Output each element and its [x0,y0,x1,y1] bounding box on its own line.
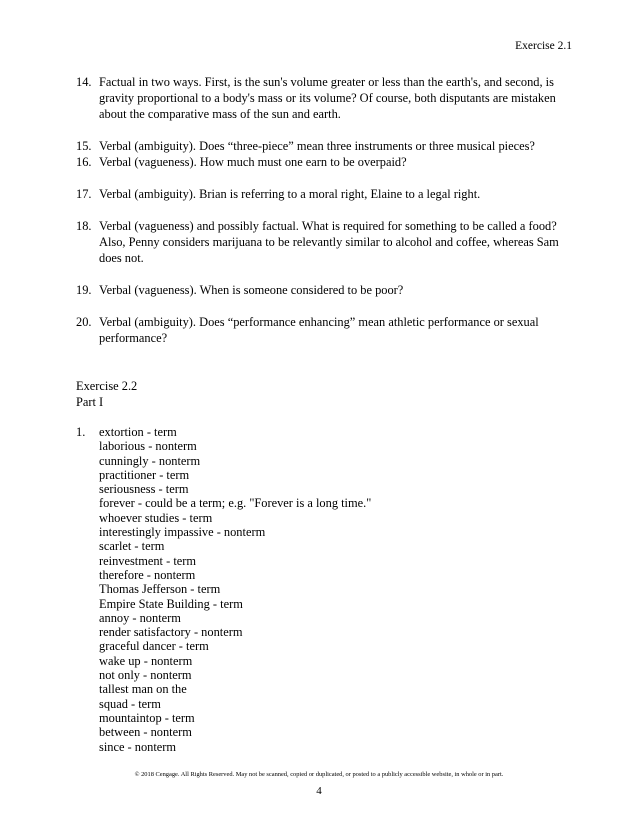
answer-number: 17. [76,187,92,201]
part-heading: Part I [76,395,104,409]
term-list-item: practitioner - term [99,467,190,482]
answer-number: 16. [76,155,92,169]
list-number: 1. [76,425,86,439]
answer-number: 15. [76,139,92,153]
term-list-item: between - nonterm [99,725,192,740]
answer-number: 20. [76,315,92,329]
answer-text: Verbal (ambiguity). Brian is referring to a moral right, Elaine to a legal right. [99,187,481,201]
answer-item-19 [76,282,576,298]
term-list-item: tallest man on the [99,682,187,697]
term-list-item: interestingly impassive - nonterm [99,525,266,540]
term-list-item: render satisfactory - nonterm [99,625,243,640]
answer-text: Factual in two ways. First, is the sun's volume greater or less than the earth's, and second, is gravity proportional to a body's mass or its volume? Of course, both disputants are mistaken about the comparative mass of the sun and earth. [99,75,556,121]
answer-number: 19. [76,283,92,297]
term-list-item: laborious - nonterm [99,439,197,454]
term-list-item: mountaintop - term [99,710,195,725]
answer-text: Verbal (ambiguity). Does “three-piece” mean three instruments or three musical pieces? [99,139,535,153]
term-list-item: not only - nonterm [99,668,192,683]
term-list-item: Empire State Building - term [99,596,243,611]
answer-item-20 [76,314,576,346]
answer-number: 14. [76,75,92,89]
page-header-exercise-label: Exercise 2.1 [515,40,572,52]
term-list [99,425,371,754]
term-list-item: graceful dancer - term [99,639,209,654]
term-list-item: annoy - nonterm [99,610,181,625]
answer-number: 18. [76,219,92,233]
answer-item-16 [76,154,576,170]
section-heading: Exercise 2.2 [76,379,138,393]
term-list-item: therefore - nonterm [99,567,196,582]
page-number: 4 [316,785,322,797]
term-list-block [76,425,576,754]
term-list-item: whoever studies - term [99,510,213,525]
term-list-item: scarlet - term [99,539,165,554]
term-list-item: cunningly - nonterm [99,453,201,468]
answer-text: Verbal (vagueness) and possibly factual. What is required for something to be called a food? Also, Penny considers marijuana to be relevantly similar to alcohol and coffee, whereas Sam does not. [99,219,559,265]
term-list-item: Thomas Jefferson - term [99,582,221,597]
answer-item-18 [76,218,576,266]
term-list-item: seriousness - term [99,482,189,497]
document-body [76,74,576,754]
term-list-item: wake up - nonterm [99,653,193,668]
answer-text: Verbal (ambiguity). Does “performance enhancing” mean athletic performance or sexual performance? [99,315,539,345]
term-list-item: reinvestment - term [99,553,197,568]
answer-item-17 [76,186,576,202]
footer-copyright: © 2018 Cengage. All Rights Reserved. May not be scanned, copied or duplicated, or posted to a publicly accessible website, in whole or in part. [134,771,504,778]
answer-item-14 [76,74,576,122]
answer-text: Verbal (vagueness). How much must one earn to be overpaid? [99,155,407,169]
answer-text: Verbal (vagueness). When is someone considered to be poor? [99,283,404,297]
term-list-item: forever - could be a term; e.g. "Forever is a long time." [99,496,372,511]
term-list-item: since - nonterm [99,739,177,754]
term-list-item: extortion - term [99,425,177,439]
answer-item-15 [76,138,576,154]
term-list-item: squad - term [99,696,161,711]
